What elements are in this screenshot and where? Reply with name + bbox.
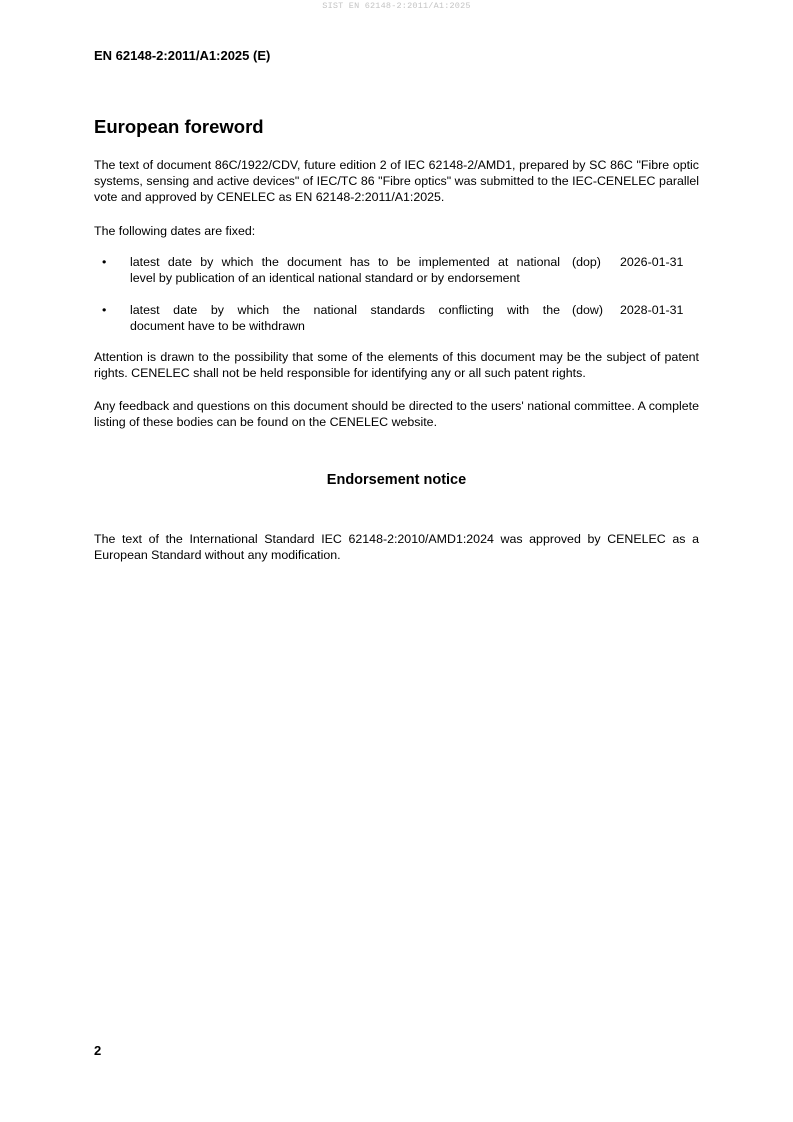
foreword-paragraph-text: The text of document 86C/1922/CDV, future edition 2 of IEC 62148-2/AMD1, prepared by SC 86C "Fibre optic systems, sensing and active devices" of IEC/TC 86 "Fibre optics" was submitted to the IEC-CENELEC parallel vote and approved by CENELEC as EN 62148-2:2011/A1:2025. [94,158,699,205]
dates-intro-text: The following dates are fixed: [94,224,256,238]
section-title-european-foreword: European foreword [94,116,264,137]
patent-notice-text: Attention is drawn to the possibility that some of the elements of this document may be the subject of patent rights. CENELEC shall not be held responsible for identifying any or all such patent rights. [94,350,699,381]
date-description-line2: level by publication of an identical national standard or by endorsement [130,271,520,286]
endorsement-paragraph [94,531,699,563]
feedback-notice-text: Any feedback and questions on this document should be directed to the users' national committee. A complete listing of these bodies can be found on the CENELEC website. [94,399,699,430]
endorsement-paragraph-text: The text of the International Standard IEC 62148-2:2010/AMD1:2024 was approved by CENELEC as a European Standard without any modification. [94,532,699,563]
page-number: 2 [94,1043,102,1058]
foreword-paragraph [94,157,699,206]
document-watermark: SIST EN 62148-2:2011/A1:2025 [322,1,471,11]
patent-notice [94,349,699,381]
date-description [130,302,560,334]
section-title-endorsement-notice: Endorsement notice [326,472,467,488]
feedback-notice [94,398,699,430]
bullet-icon: • [102,255,107,269]
date-abbreviation: (dow) [572,303,603,317]
document-header-id: EN 62148-2:2011/A1:2025 (E) [94,48,271,63]
date-description-line1: latest date by which the document has to be implemented at national [130,255,560,269]
date-abbreviation: (dop) [572,255,601,269]
date-value: 2028-01-31 [620,303,684,317]
date-description-line1: latest date by which the national standards conflicting with the [130,303,560,317]
dates-intro [94,223,699,239]
date-description-line2: document have to be withdrawn [130,319,305,334]
date-value: 2026-01-31 [620,255,684,269]
date-description [130,254,560,286]
bullet-icon: • [102,303,107,317]
